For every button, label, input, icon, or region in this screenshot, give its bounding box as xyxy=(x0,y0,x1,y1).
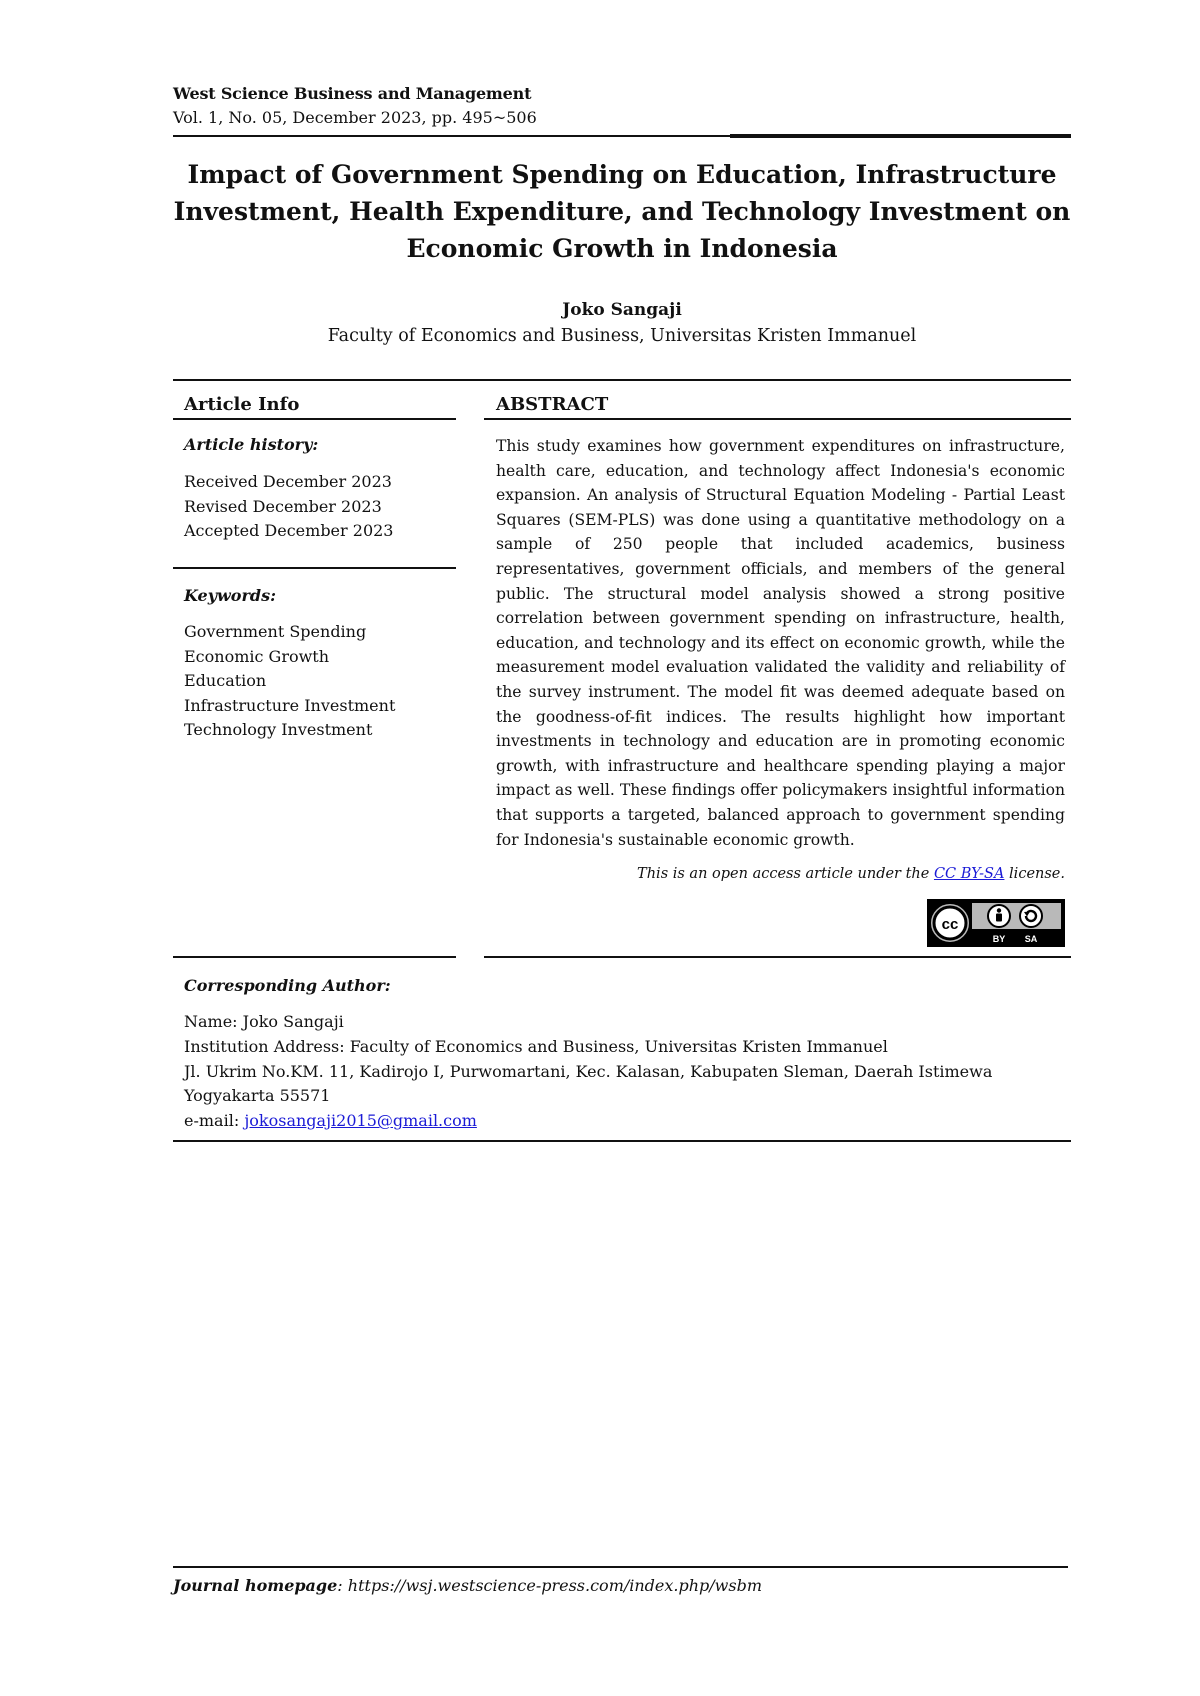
history-item: Received December 2023 xyxy=(184,472,392,491)
history-divider xyxy=(173,567,456,569)
abstract-text: This study examines how government expenditures on infrastructure, health care, education, and technology affect Indonesia's economic expansion. An analysis of Structural Equation Modeling - Partial Least Squares (SEM-PLS) was done using a quantitative methodology on a sample of 250 people that included academics, business representatives, government officials, and members of the general public. The structural model analysis showed a strong positive correlation between government spending on infrastructure, health, education, and technology and its effect on economic growth, while the measurement model evaluation validated the validity and reliability of the survey instrument. The model fit was deemed adequate based on the goodness-of-fit indices. The results highlight how important investments in technology and education are in promoting economic growth, with infrastructure and healthcare spending playing a major impact as well. These findings offer policymakers insightful information that supports a targeted, balanced approach to government spending for Indonesia's sustainable economic growth. xyxy=(496,437,1065,849)
keyword-item: Infrastructure Investment xyxy=(184,695,396,715)
footer-divider xyxy=(173,1566,1068,1568)
article-info-heading: Article Info xyxy=(184,394,300,415)
abstract-heading: ABSTRACT xyxy=(496,394,609,415)
title-line: Economic Growth in Indonesia xyxy=(406,234,838,263)
history-item: Revised December 2023 xyxy=(184,496,382,516)
by-text: BY xyxy=(992,934,1006,944)
license-note xyxy=(637,866,1065,882)
corresponding-bottom-divider xyxy=(173,1140,1071,1142)
title-line: Investment, Health Expenditure, and Technology Investment on xyxy=(173,197,1071,226)
keyword-item: Economic Growth xyxy=(184,646,330,666)
journal-homepage xyxy=(173,1576,762,1595)
keywords-heading: Keywords: xyxy=(184,586,277,605)
article-info-heading-divider xyxy=(173,418,456,420)
corresponding-email-row xyxy=(184,1109,992,1134)
homepage-separator: : xyxy=(337,1576,343,1595)
journal-name: West Science Business and Management xyxy=(173,84,532,103)
corresponding-author-details xyxy=(184,1010,992,1134)
cc-by-sa-badge[interactable] xyxy=(927,899,1065,947)
corresponding-institution: Institution Address: Faculty of Economics and Business, Universitas Kristen Immanuel xyxy=(184,1036,888,1056)
license-prefix: This is an open access article under the xyxy=(637,866,930,882)
abstract-heading-divider xyxy=(484,418,1071,420)
corresponding-address-line: Yogyakarta 55571 xyxy=(184,1086,331,1106)
license-link[interactable]: CC BY-SA xyxy=(933,866,1005,882)
keyword-item: Government Spending xyxy=(184,622,367,641)
paper-title xyxy=(173,156,1071,267)
corresponding-address-line: Jl. Ukrim No.KM. 11, Kadirojo I, Purwomartani, Kec. Kalasan, Kabupaten Sleman, Daerah Istimewa xyxy=(184,1061,993,1081)
cc-text: cc xyxy=(941,916,959,933)
email-link[interactable]: jokosangaji2015@gmail.com xyxy=(244,1111,477,1131)
license-suffix: license. xyxy=(1009,866,1065,882)
keyword-item: Education xyxy=(184,671,267,690)
sa-text: SA xyxy=(1024,934,1038,944)
author-name: Joko Sangaji xyxy=(562,300,682,320)
history-item: Accepted December 2023 xyxy=(184,521,394,540)
keyword-item: Technology Investment xyxy=(184,720,373,739)
abstract-bottom-divider xyxy=(484,956,1071,958)
article-history-list xyxy=(184,470,393,544)
keywords-list xyxy=(184,620,395,743)
corresponding-author-heading: Corresponding Author: xyxy=(184,976,391,995)
journal-volume: Vol. 1, No. 05, December 2023, pp. 495~506 xyxy=(173,108,537,127)
title-line: Impact of Government Spending on Education, Infrastructure xyxy=(187,160,1057,189)
email-label: e-mail: xyxy=(184,1111,240,1131)
homepage-label: Journal homepage xyxy=(173,1576,338,1595)
corresponding-name: Name: Joko Sangaji xyxy=(184,1012,344,1031)
homepage-url[interactable]: https://wsj.westscience-press.com/index.php/wsbm xyxy=(347,1576,762,1595)
author-affiliation: Faculty of Economics and Business, Universitas Kristen Immanuel xyxy=(327,326,917,346)
header-divider-accent xyxy=(730,134,1071,138)
table-top-divider xyxy=(173,379,1071,381)
cc-by-sa-icon xyxy=(927,899,1065,947)
article-history-heading: Article history: xyxy=(184,435,319,454)
article-info-bottom-divider xyxy=(173,956,456,958)
